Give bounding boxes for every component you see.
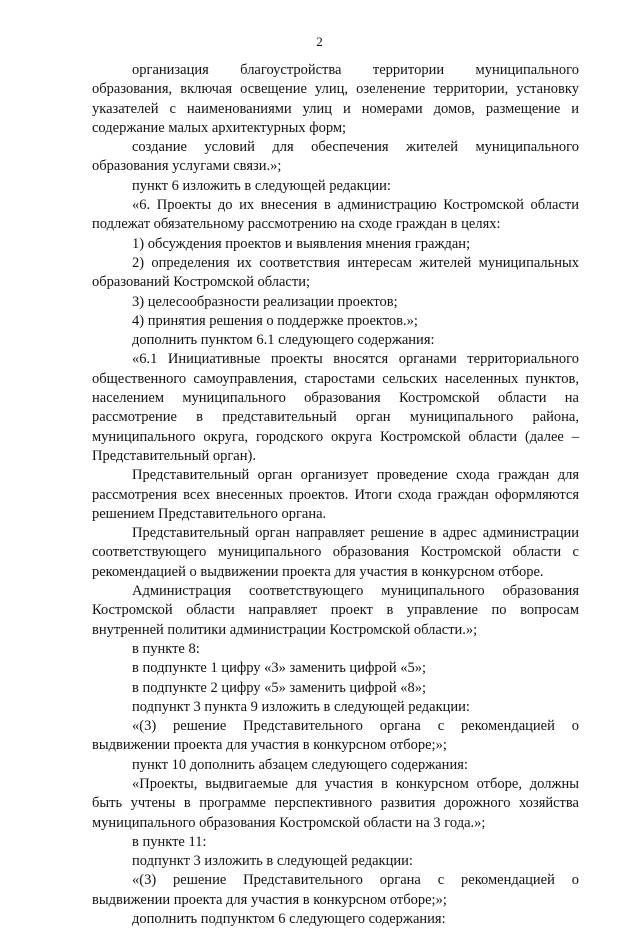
- page-number: 2: [316, 34, 323, 49]
- paragraph: «6.1 Инициативные проекты вносятся органами территориального общественного самоуправления, старостами сельских населенных пунктов, населением муниципального образования Костромской области на рассмотрение в представительный орган муниципального района, муниципального округа, городского округа Костромской области (далее – Представительный орган).: [92, 351, 579, 464]
- paragraph: в пункте 8:: [132, 640, 200, 657]
- paragraph: 2) определения их соответствия интересам жителей муниципальных образований Костромской области;: [92, 254, 579, 291]
- paragraph: в пункте 11:: [132, 833, 207, 850]
- paragraph: пункт 10 дополнить абзацем следующего содержания:: [132, 756, 468, 773]
- paragraph: подпункт 3 пункта 9 изложить в следующей редакции:: [132, 698, 470, 715]
- paragraph: «(3) решение Представительного органа с рекомендацией о выдвижении проекта для участия в конкурсном отборе;»;: [92, 718, 579, 754]
- document-body: [92, 61, 579, 929]
- paragraph: дополнить подпунктом 6 следующего содержания:: [132, 911, 446, 928]
- paragraph: 3) целесообразности реализации проектов;: [132, 293, 398, 310]
- paragraph: 4) принятия решения о поддержке проектов.»;: [132, 312, 418, 329]
- paragraph: пункт 6 изложить в следующей редакции:: [132, 177, 391, 194]
- paragraph: «6. Проекты до их внесения в администрацию Костромской области подлежат обязательному рассмотрению на сходе граждан в целях:: [92, 197, 579, 233]
- paragraph: организация благоустройства территории муниципального образования, включая освещение улиц, озеленение территории, установку указателей с наименованиями улиц и номерами домов, размещение и содержание малых архитектурных форм;: [92, 62, 579, 136]
- paragraph: 1) обсуждения проектов и выявления мнения граждан;: [132, 235, 471, 252]
- paragraph: Администрация соответствующего муниципального образования Костромской области направляет проект в управление по вопросам внутренней политики администрации Костромской области.»;: [92, 583, 579, 638]
- paragraph: создание условий для обеспечения жителей муниципального образования услугами связи.»;: [92, 139, 579, 175]
- paragraph: в подпункте 2 цифру «5» заменить цифрой «8»;: [132, 679, 427, 696]
- paragraph: «(3) решение Представительного органа с рекомендацией о выдвижении проекта для участия в конкурсном отборе;»;: [92, 872, 579, 908]
- paragraph: подпункт 3 изложить в следующей редакции:: [132, 853, 413, 870]
- paragraph: дополнить пунктом 6.1 следующего содержания:: [132, 332, 435, 349]
- paragraph: Представительный орган направляет решение в адрес администрации соответствующего муниципального образования Костромской области с рекомендацией о выдвижении проекта для участия в конкурсном отборе.: [92, 525, 579, 580]
- paragraph: в подпункте 1 цифру «3» заменить цифрой «5»;: [132, 660, 427, 677]
- paragraph: Представительный орган организует проведение схода граждан для рассмотрения всех внесенных проектов. Итоги схода граждан оформляются решением Представительного органа.: [92, 467, 579, 522]
- paragraph: «Проекты, выдвигаемые для участия в конкурсном отборе, должны быть учтены в программе перспективного развития дорожного хозяйства муниципального образования Костромской области на 3 года.»;: [92, 775, 579, 831]
